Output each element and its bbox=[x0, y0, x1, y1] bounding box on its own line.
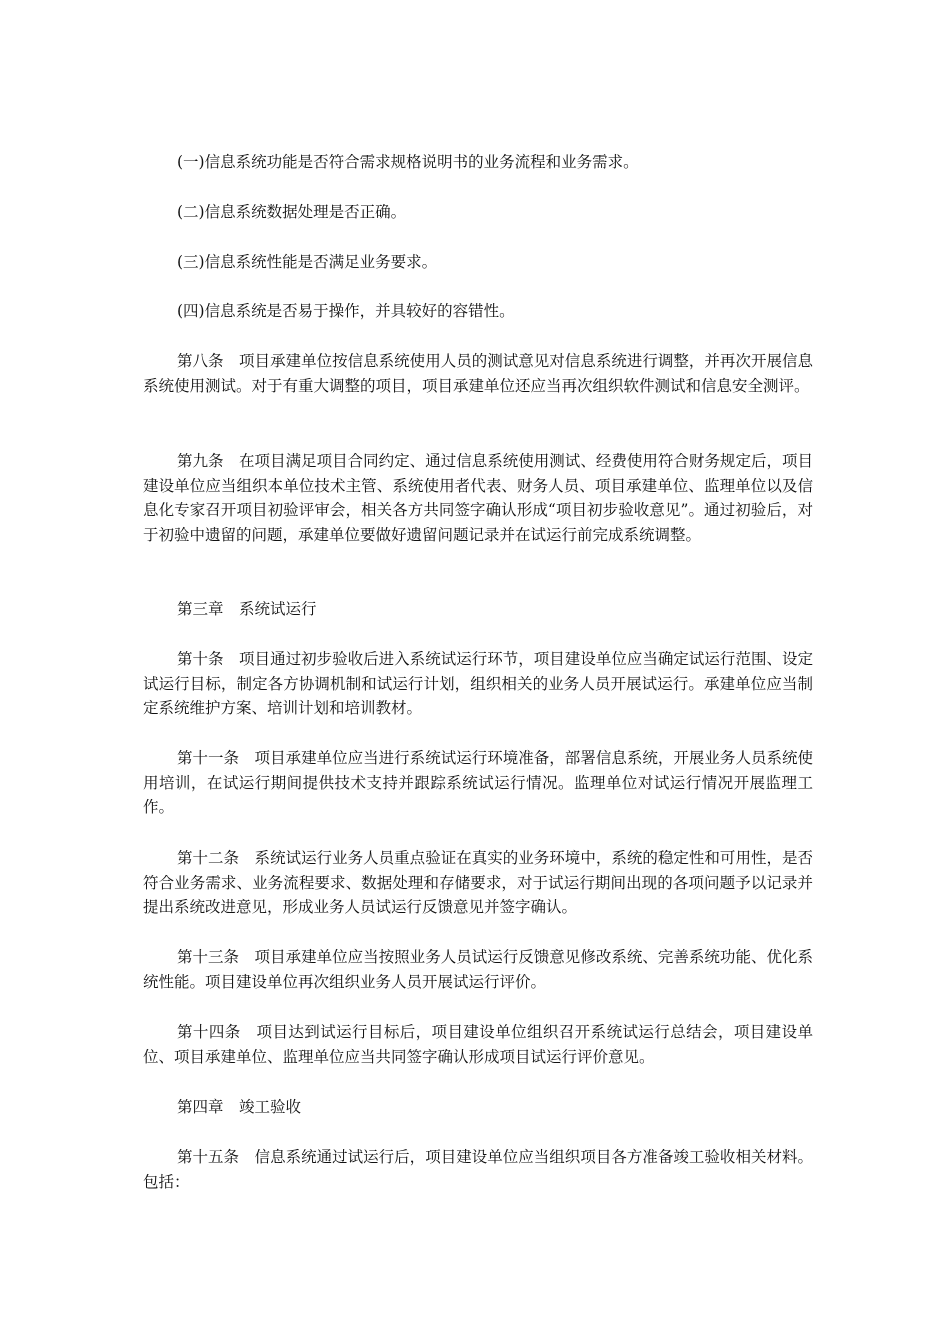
article-14: 第十四条 项目达到试运行目标后，项目建设单位组织召开系统试运行总结会，项目建设单位、项目承建单位、监理单位应当共同签字确认形成项目试运行评价意见。 bbox=[143, 1023, 813, 1066]
article-12: 第十二条 系统试运行业务人员重点验证在真实的业务环境中，系统的稳定性和可用性，是否符合业务需求、业务流程要求、数据处理和存储要求，对于试运行期间出现的各项问题予以记录并提出系统改进意见，形成业务人员试运行反馈意见并签字确认。 bbox=[143, 849, 813, 916]
article-8: 第八条 项目承建单位按信息系统使用人员的测试意见对信息系统进行调整，并再次开展信息系统使用测试。对于有重大调整的项目，项目承建单位还应当再次组织软件测试和信息安全测评。 bbox=[143, 352, 813, 395]
chapter-4-heading: 第四章 竣工验收 bbox=[177, 1098, 302, 1116]
article-13: 第十三条 项目承建单位应当按照业务人员试运行反馈意见修改系统、完善系统功能、优化系统性能。项目建设单位再次组织业务人员开展试运行评价。 bbox=[143, 948, 813, 991]
paragraph-item-3: (三)信息系统性能是否满足业务要求。 bbox=[177, 253, 438, 271]
article-15: 第十五条 信息系统通过试运行后，项目建设单位应当组织项目各方准备竣工验收相关材料。包括： bbox=[143, 1148, 813, 1191]
paragraph-item-4: (四)信息系统是否易于操作，并具较好的容错性。 bbox=[177, 302, 515, 320]
article-9: 第九条 在项目满足项目合同约定、通过信息系统使用测试、经费使用符合财务规定后，项目建设单位应当组织本单位技术主管、系统使用者代表、财务人员、项目承建单位、监理单位以及信息化专家召开项目初验评审会，相关各方共同签字确认形成“项目初步验收意见”。通过初验后，对于初验中遗留的问题，承建单位要做好遗留问题记录并在试运行前完成系统调整。 bbox=[143, 452, 813, 544]
article-11: 第十一条 项目承建单位应当进行系统试运行环境准备，部署信息系统，开展业务人员系统使用培训，在试运行期间提供技术支持并跟踪系统试运行情况。监理单位对试运行情况开展监理工作。 bbox=[143, 749, 813, 816]
paragraph-item-2: (二)信息系统数据处理是否正确。 bbox=[177, 203, 407, 221]
paragraph-item-1: (一)信息系统功能是否符合需求规格说明书的业务流程和业务需求。 bbox=[177, 153, 639, 171]
chapter-3-heading: 第三章 系统试运行 bbox=[177, 600, 317, 618]
article-10: 第十条 项目通过初步验收后进入系统试运行环节，项目建设单位应当确定试运行范围、设定试运行目标，制定各方协调机制和试运行计划，组织相关的业务人员开展试运行。承建单位应当制定系统维护方案、培训计划和培训教材。 bbox=[143, 650, 813, 717]
